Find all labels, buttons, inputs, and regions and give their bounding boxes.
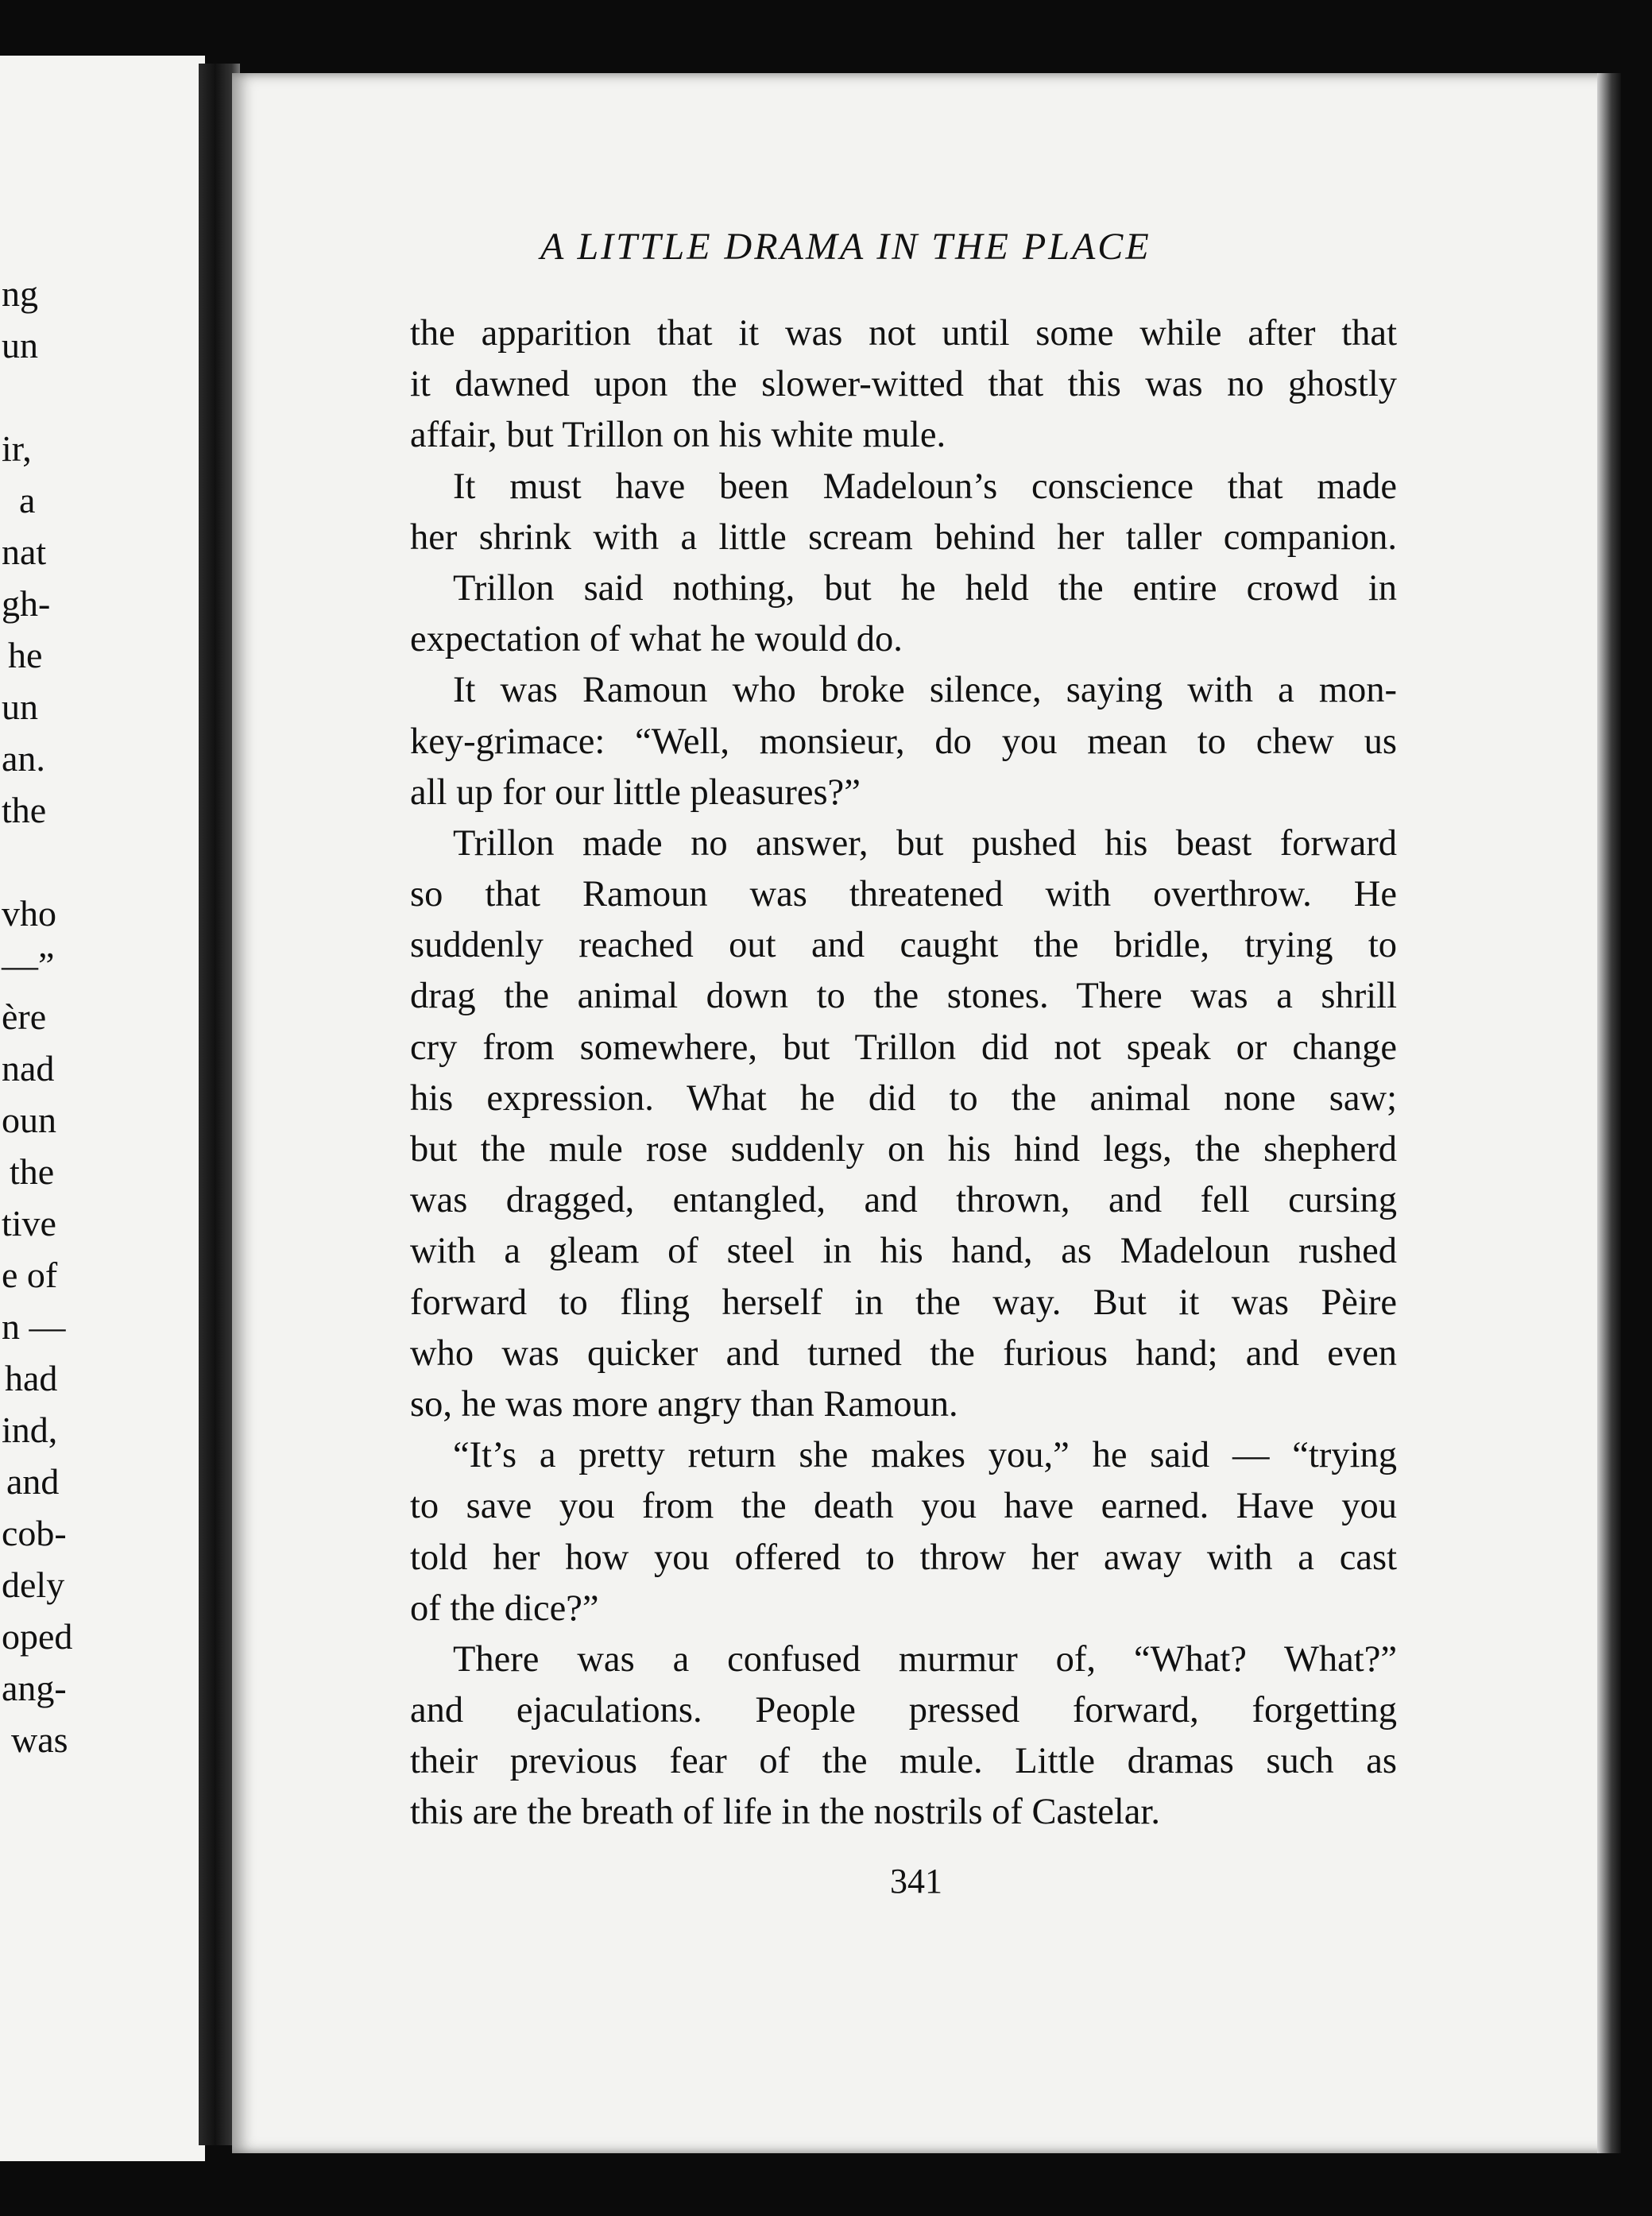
text-line: suddenly reached out and caught the bridle, trying to: [410, 925, 1397, 966]
previous-page-line-fragment: a: [19, 480, 36, 520]
previous-page-line-fragment: e of: [2, 1255, 58, 1295]
text-line: forward to fling herself in the way. But it was Pèire: [410, 1282, 1397, 1323]
text-line: It must have been Madeloun’s conscience that made: [453, 466, 1397, 507]
text-line: “It’s a pretty return she makes you,” he said — “trying: [453, 1435, 1397, 1476]
text-line: affair, but Trillon on his white mule.: [410, 415, 946, 456]
previous-page-line-fragment: the: [10, 1151, 55, 1192]
text-line: so that Ramoun was threatened with overthrow. He: [410, 874, 1397, 915]
text-line: Trillon said nothing, but he held the entire crowd in: [453, 567, 1397, 609]
previous-page-line-fragment: dely: [2, 1564, 65, 1605]
text-line: all up for our little pleasures?”: [410, 772, 861, 813]
previous-page-line-fragment: nad: [2, 1048, 55, 1089]
previous-page-line-fragment: n —: [2, 1306, 66, 1347]
text-line: it dawned upon the slower-witted that this was no ghostly: [410, 364, 1397, 405]
text-line: but the mule rose suddenly on his hind legs, the shepherd: [410, 1129, 1397, 1170]
previous-page-line-fragment: nat: [2, 532, 47, 572]
text-line: and ejaculations. People pressed forward, forgetting: [410, 1690, 1397, 1731]
previous-page-line-fragment: vho: [2, 893, 56, 934]
text-line: with a gleam of steel in his hand, as Madeloun rushed: [410, 1231, 1397, 1272]
previous-page-line-fragment: —”: [2, 945, 55, 985]
previous-page-fragment: [0, 56, 205, 2161]
previous-page-line-fragment: oped: [2, 1616, 73, 1657]
text-line: told her how you offered to throw her away with a cast: [410, 1537, 1397, 1578]
text-line: expectation of what he would do.: [410, 619, 903, 660]
running-head: A LITTLE DRAMA IN THE PLACE: [540, 226, 1151, 268]
previous-page-line-fragment: oun: [2, 1100, 56, 1140]
previous-page-line-fragment: was: [11, 1719, 68, 1760]
previous-page-line-fragment: had: [5, 1358, 58, 1398]
text-line: Trillon made no answer, but pushed his beast forward: [453, 822, 1397, 864]
text-line: the apparition that it was not until some while after that: [410, 313, 1397, 354]
previous-page-line-fragment: ang-: [2, 1668, 67, 1708]
text-line: key-grimace: “Well, monsieur, do you mean to chew us: [410, 721, 1397, 762]
text-line: was dragged, entangled, and thrown, and fell cursing: [410, 1180, 1397, 1221]
previous-page-line-fragment: the: [2, 790, 47, 830]
previous-page-line-fragment: he: [8, 635, 43, 675]
text-line: It was Ramoun who broke silence, saying with a mon-: [453, 670, 1397, 711]
previous-page-line-fragment: ind,: [2, 1410, 58, 1450]
previous-page-line-fragment: ir,: [2, 428, 32, 469]
text-line: so, he was more angry than Ramoun.: [410, 1383, 958, 1425]
previous-page-line-fragment: cob-: [2, 1513, 67, 1553]
text-line: drag the animal down to the stones. There was a shrill: [410, 976, 1397, 1017]
text-line: cry from somewhere, but Trillon did not speak or change: [410, 1027, 1397, 1068]
previous-page-line-fragment: un: [2, 325, 38, 365]
previous-page-line-fragment: gh-: [2, 583, 51, 624]
text-line: There was a confused murmur of, “What? What?”: [453, 1638, 1397, 1680]
previous-page-line-fragment: un: [2, 686, 38, 727]
previous-page-line-fragment: ère: [2, 996, 47, 1037]
previous-page-line-fragment: and: [6, 1461, 60, 1502]
page-body-text: [410, 308, 1397, 1839]
previous-page-line-fragment: ng: [2, 273, 38, 314]
text-line: their previous fear of the mule. Little dramas such as: [410, 1741, 1397, 1782]
previous-page-line-fragment: an.: [2, 738, 45, 779]
previous-page-line-fragment: tive: [2, 1203, 56, 1243]
page-edge-shadow: [1597, 73, 1621, 2153]
text-line: her shrink with a little scream behind her taller companion.: [410, 516, 1397, 558]
page-number: 341: [890, 1862, 942, 1901]
text-line: to save you from the death you have earned. Have you: [410, 1486, 1397, 1527]
text-line: who was quicker and turned the furious hand; and even: [410, 1332, 1397, 1374]
text-line: this are the breath of life in the nostrils of Castelar.: [410, 1792, 1160, 1833]
text-line: of the dice?”: [410, 1588, 599, 1629]
text-line: his expression. What he did to the animal none saw;: [410, 1077, 1397, 1119]
